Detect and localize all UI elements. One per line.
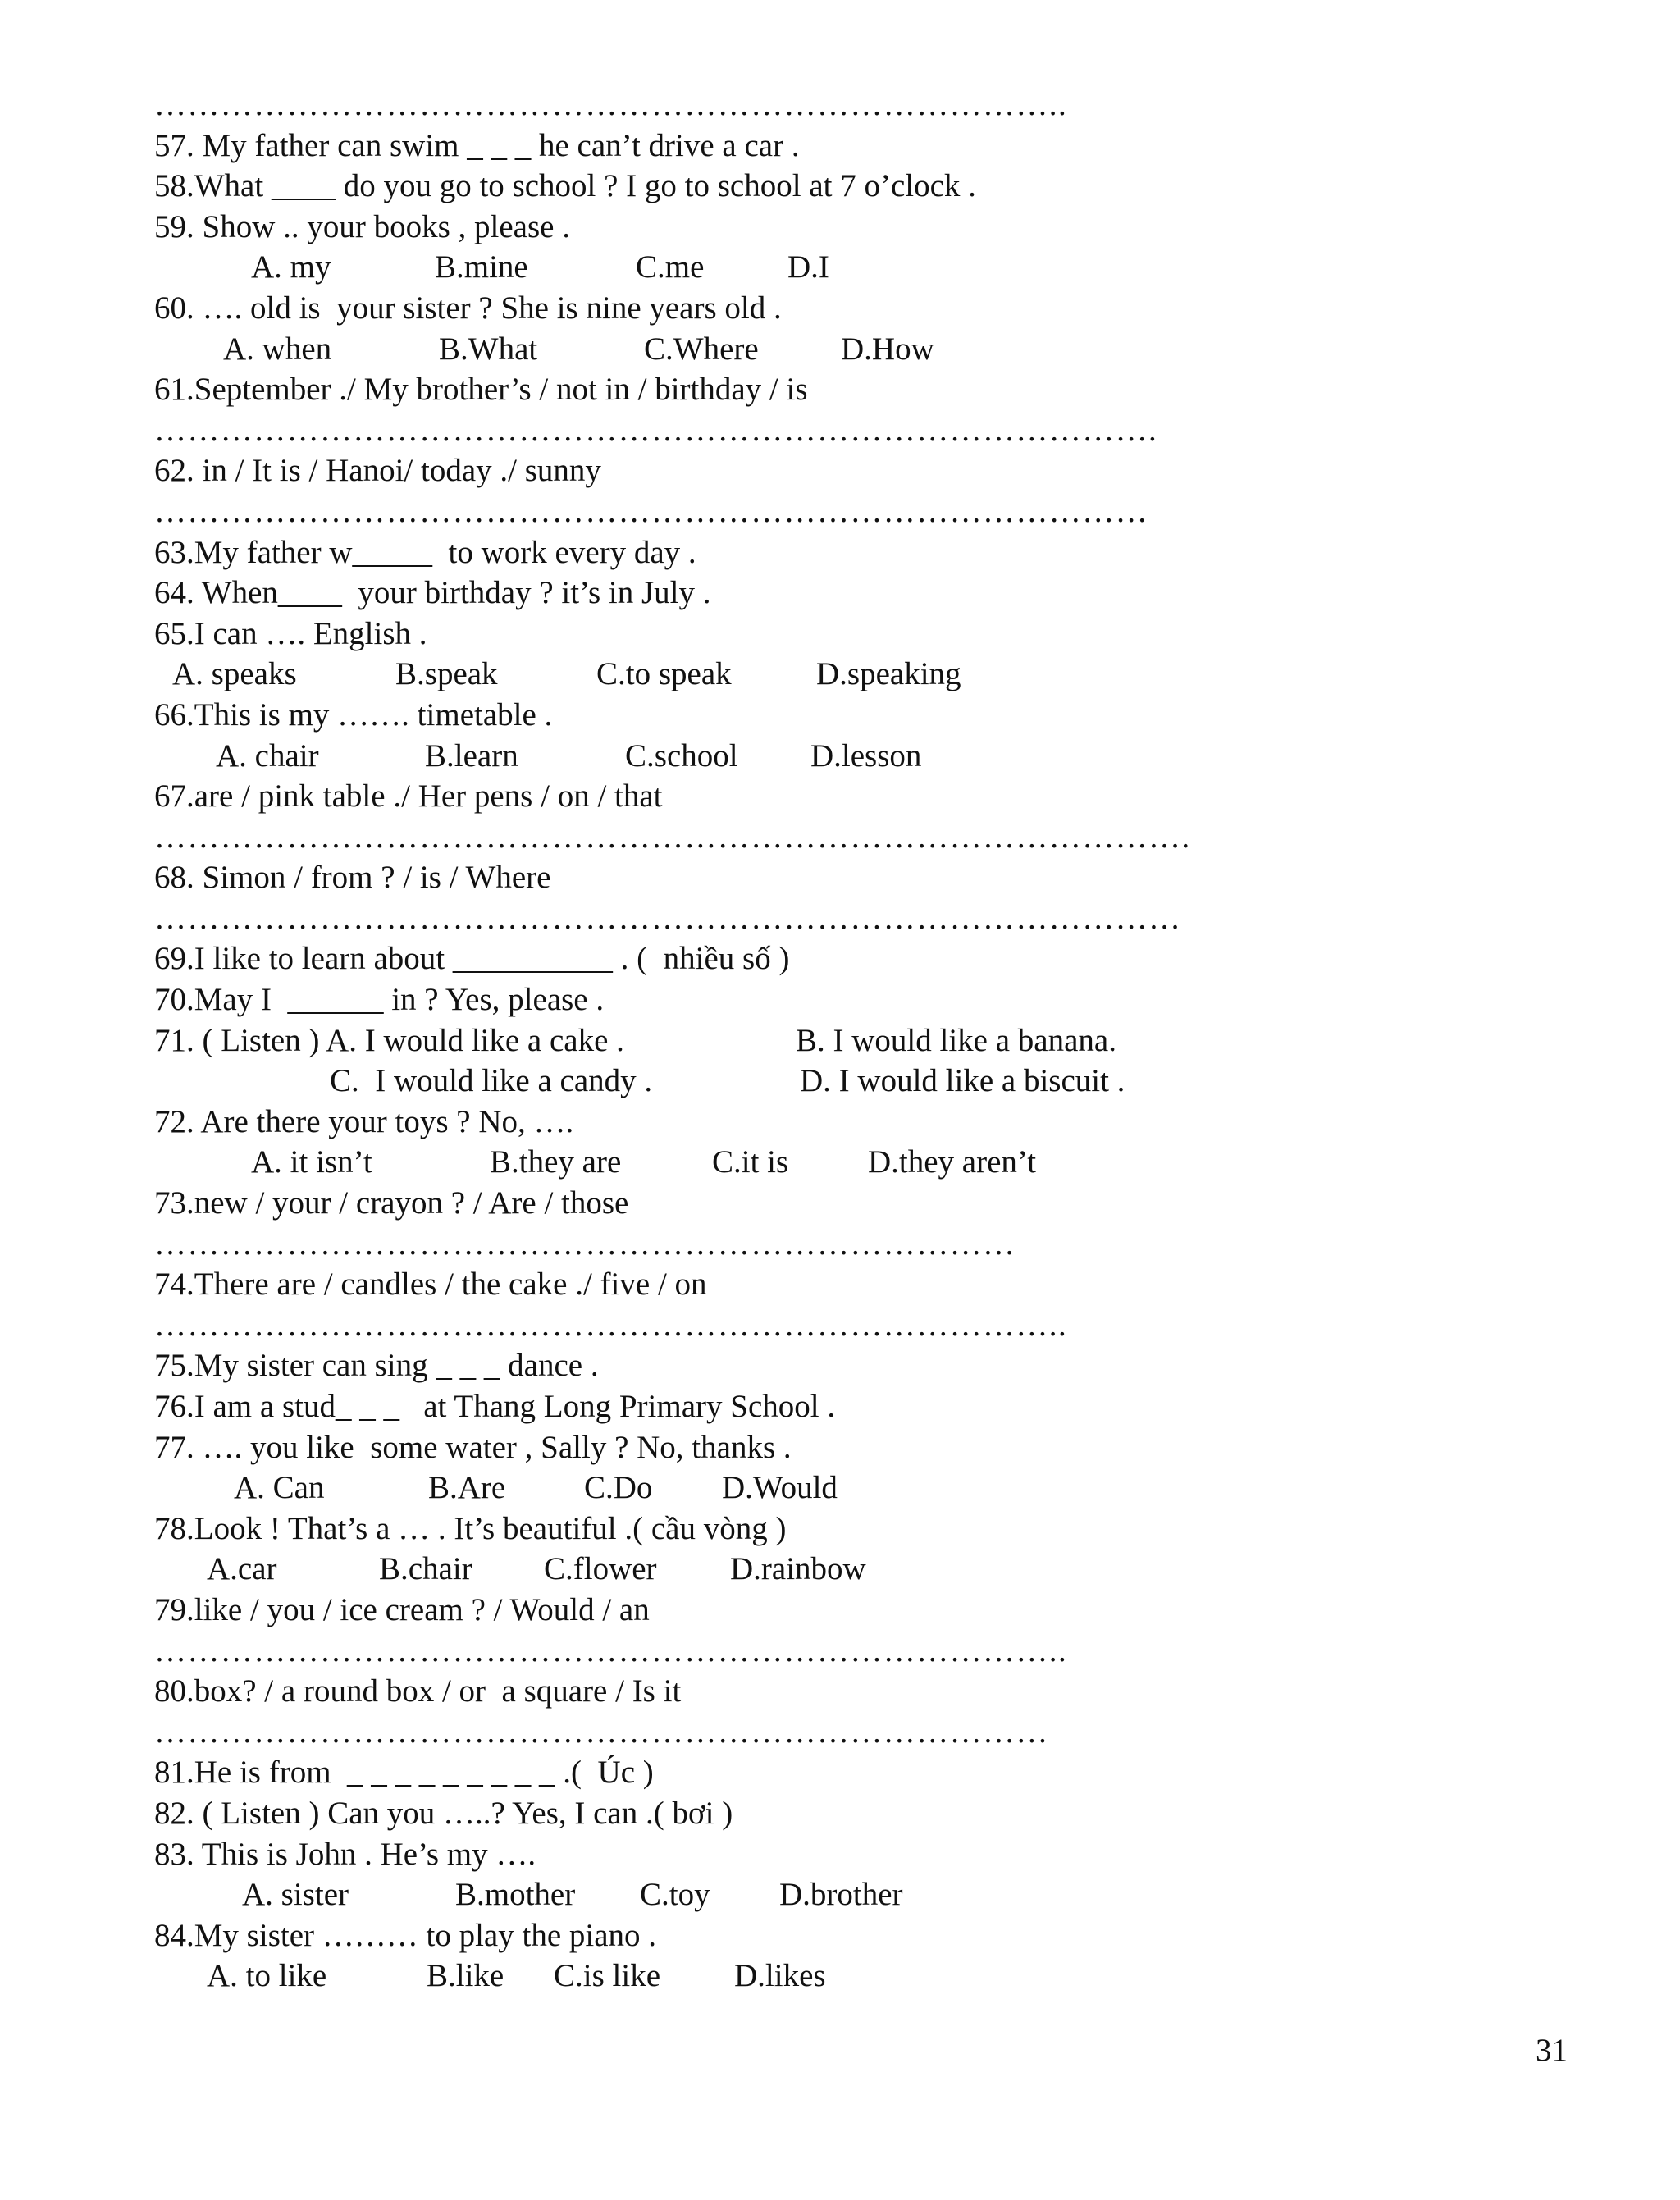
option-c: C.is like — [554, 1958, 661, 1994]
option-a: A. when — [223, 331, 332, 367]
question-text: 65.I can …. English . — [154, 615, 427, 651]
option-a: A. it isn’t — [251, 1144, 372, 1180]
question-text: 60. …. old is your sister ? She is nine years old . — [154, 290, 782, 326]
option-b: B.learn — [425, 737, 518, 774]
option-b: B.speak — [395, 656, 498, 692]
question-59 — [0, 207, 1680, 248]
option-c: C.me — [636, 249, 705, 285]
question-text: 75.My sister can sing _ _ _ dance . — [154, 1348, 599, 1384]
option-c: C.flower — [544, 1551, 657, 1587]
answer-line — [0, 491, 1680, 532]
question-text: 76.I am a stud_ _ _ at Thang Long Primary School . — [154, 1389, 836, 1424]
question-63 — [0, 532, 1680, 573]
option-c: C.toy — [640, 1877, 710, 1913]
question-text: 82. ( Listen ) Can you …..? Yes, I can .( bơi ) — [154, 1795, 733, 1831]
question-text: 68. Simon / from ? / is / Where — [154, 860, 551, 896]
question-78-options — [0, 1549, 1680, 1590]
question-text: 84.My sister ……… to play the piano . — [154, 1917, 657, 1953]
question-83-options — [0, 1874, 1680, 1915]
question-80 — [0, 1671, 1680, 1712]
dotted-answer: …………………………………………………………………………………. — [154, 819, 1191, 855]
question-text: 74.There are / candles / the cake ./ five / on — [154, 1267, 707, 1303]
option-d: D.lesson — [810, 737, 922, 774]
question-70 — [0, 979, 1680, 1020]
question-57 — [0, 126, 1680, 167]
option-b: B.mother — [455, 1877, 576, 1913]
question-60 — [0, 288, 1680, 329]
question-82 — [0, 1793, 1680, 1834]
question-text: 57. My father can swim _ _ _ he can’t drive a car . — [154, 127, 800, 163]
question-text: 83. This is John . He’s my …. — [154, 1836, 536, 1872]
dotted-answer: ……………………………………………………………………… — [154, 1714, 1049, 1750]
question-text: 71. ( Listen ) A. I would like a cake . — [154, 1022, 624, 1058]
question-65 — [0, 614, 1680, 655]
question-67 — [0, 776, 1680, 817]
question-text: 67.are / pink table ./ Her pens / on / that — [154, 778, 663, 815]
question-73 — [0, 1183, 1680, 1224]
question-66-options — [0, 736, 1680, 777]
question-75 — [0, 1345, 1680, 1386]
option-b: B.chair — [379, 1551, 472, 1587]
option-d: D.I — [788, 249, 829, 285]
option-a: A. my — [251, 249, 331, 285]
option-b: B.like — [427, 1958, 504, 1994]
option-d: D.Would — [722, 1470, 838, 1506]
option-a: A. sister — [242, 1877, 349, 1913]
question-65-options — [0, 654, 1680, 695]
answer-line — [0, 1712, 1680, 1753]
question-text: 78.Look ! That’s a … . It’s beautiful .( cầu vòng ) — [154, 1510, 787, 1546]
option-a: A. Can — [234, 1470, 325, 1506]
dotted-answer: ……………………………………………………………………………… — [154, 493, 1148, 529]
answer-line — [0, 1224, 1680, 1265]
question-76 — [0, 1386, 1680, 1427]
option-b: B. I would like a banana. — [796, 1022, 1116, 1058]
question-84 — [0, 1915, 1680, 1956]
dotted-answer: …………………………………………………………………… — [154, 1226, 1016, 1262]
question-text: 73.new / your / crayon ? / Are / those — [154, 1185, 629, 1221]
question-69 — [0, 938, 1680, 979]
question-72-options — [0, 1142, 1680, 1183]
option-d: D.they aren’t — [868, 1144, 1037, 1180]
question-60-options — [0, 329, 1680, 370]
answer-line — [0, 84, 1680, 126]
question-58 — [0, 166, 1680, 207]
question-83 — [0, 1834, 1680, 1875]
question-text: 80.box? / a round box / or a square / Is it — [154, 1673, 682, 1709]
option-b: B.mine — [435, 249, 528, 285]
option-b: B.they are — [490, 1144, 622, 1180]
option-d: D.How — [841, 331, 934, 367]
question-62 — [0, 450, 1680, 491]
option-a: A.car — [207, 1551, 277, 1587]
option-d: D.rainbow — [730, 1551, 866, 1587]
question-text: 61.September ./ My brother’s / not in / birthday / is — [154, 372, 808, 408]
option-c: C.it is — [712, 1144, 789, 1180]
exercise-list — [0, 84, 1680, 1997]
dotted-answer: ……………………………………………………………………….. — [154, 1632, 1068, 1668]
question-66 — [0, 695, 1680, 736]
question-79 — [0, 1590, 1680, 1631]
option-c: C.Where — [644, 331, 759, 367]
option-c: C.Do — [584, 1470, 653, 1506]
question-78 — [0, 1509, 1680, 1550]
question-text: 58.What ____ do you go to school ? I go to school at 7 o’clock . — [154, 168, 976, 204]
option-a: A. speaks — [172, 656, 297, 692]
answer-line — [0, 898, 1680, 939]
option-d: D. I would like a biscuit . — [800, 1063, 1125, 1099]
question-text: 63.My father w_____ to work every day . — [154, 534, 696, 570]
dotted-answer: ……………………………………………………………………….. — [154, 1307, 1068, 1343]
answer-line — [0, 817, 1680, 858]
option-a: A. to like — [207, 1958, 327, 1994]
answer-line — [0, 410, 1680, 451]
question-77 — [0, 1427, 1680, 1468]
option-c: C.to speak — [596, 656, 732, 692]
question-68 — [0, 857, 1680, 898]
option-d: D.likes — [734, 1958, 826, 1994]
question-text: 66.This is my ……. timetable . — [154, 696, 553, 733]
option-d: D.brother — [779, 1877, 903, 1913]
question-text: 79.like / you / ice cream ? / Would / an — [154, 1591, 650, 1627]
question-59-options — [0, 247, 1680, 288]
question-text: 62. in / It is / Hanoi/ today ./ sunny — [154, 453, 601, 489]
option-b: B.Are — [428, 1470, 506, 1506]
question-text: 70.May I ______ in ? Yes, please . — [154, 982, 605, 1018]
option-b: B.What — [439, 331, 538, 367]
question-71 — [0, 1020, 1680, 1061]
question-text: 72. Are there your toys ? No, …. — [154, 1103, 574, 1139]
question-64 — [0, 573, 1680, 614]
question-71-options — [0, 1061, 1680, 1102]
question-81 — [0, 1752, 1680, 1793]
question-text: 81.He is from _ _ _ _ _ _ _ _ _ .( Úc ) — [154, 1755, 654, 1791]
answer-line — [0, 1631, 1680, 1672]
question-72 — [0, 1102, 1680, 1143]
question-74 — [0, 1264, 1680, 1305]
option-a: A. chair — [216, 737, 319, 774]
question-text: 69.I like to learn about __________ . ( nhiều số ) — [154, 941, 790, 977]
question-text: 64. When____ your birthday ? it’s in July . — [154, 575, 711, 611]
question-61 — [0, 369, 1680, 410]
dotted-answer: ………………………………………………………………………………… — [154, 900, 1182, 936]
question-text: 59. Show .. your books , please . — [154, 208, 570, 244]
option-d: D.speaking — [816, 656, 961, 692]
question-84-options — [0, 1956, 1680, 1997]
option-c: C.school — [625, 737, 738, 774]
question-text: 77. …. you like some water , Sally ? No, thanks . — [154, 1429, 792, 1465]
question-77-options — [0, 1467, 1680, 1509]
page-number: 31 — [1536, 2033, 1568, 2068]
answer-line — [0, 1305, 1680, 1346]
dotted-answer: ………………………………………………………………………………. — [154, 412, 1158, 448]
option-c: C. I would like a candy . — [330, 1063, 653, 1099]
dotted-answer: ……………………………………………………………………….. — [154, 87, 1068, 122]
